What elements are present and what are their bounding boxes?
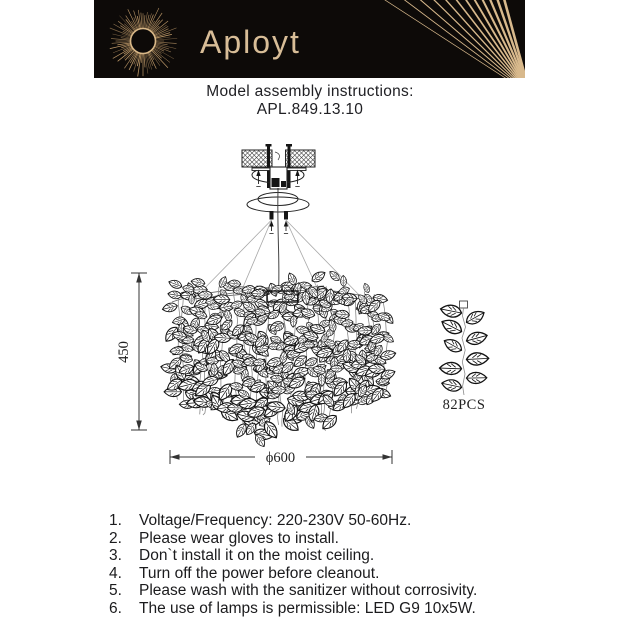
- page-title: Model assembly instructions:: [206, 83, 414, 100]
- sunburst-logo-icon: [110, 8, 177, 76]
- leaf-cluster: [160, 269, 397, 449]
- item-number: 1.: [109, 512, 122, 529]
- brand-name: Aployt: [200, 24, 301, 60]
- item-text: Voltage/Frequency: 220-230V 50-60Hz.: [139, 512, 412, 529]
- item-number: 5.: [109, 582, 122, 600]
- cable-grippers: [269, 211, 288, 234]
- assembly-diagram: [0, 130, 620, 512]
- item-text: Don`t install it on the moist ceiling.: [139, 547, 375, 565]
- height-dimension: [116, 273, 147, 430]
- item-number: 2.: [109, 529, 122, 547]
- item-number: 3.: [109, 547, 122, 565]
- instruction-item: [104, 600, 584, 618]
- diameter-dimension: [170, 450, 392, 466]
- instruction-item: [104, 512, 584, 530]
- spare-count-label: 82PCS: [442, 397, 486, 413]
- item-text: The use of lamps is permissible: LED G9 10x5W.: [139, 599, 476, 617]
- instruction-item: [104, 547, 584, 565]
- item-number: 4.: [109, 564, 122, 582]
- banner-graphic: [94, 0, 525, 78]
- instruction-item: [104, 582, 584, 600]
- item-text: Please wash with the sanitizer without corrosivity.: [139, 582, 478, 600]
- mounting-bracket: [252, 167, 306, 189]
- instruction-list: [104, 512, 584, 618]
- diameter-dimension-label: ϕ600: [265, 450, 296, 466]
- instruction-item: [104, 530, 584, 548]
- brand-banner: [94, 0, 525, 78]
- item-text: Please wear gloves to install.: [139, 529, 339, 547]
- instruction-item: [104, 565, 584, 583]
- item-text: Turn off the power before cleanout.: [139, 564, 380, 582]
- spare-leaf-strand: [439, 301, 489, 413]
- item-number: 6.: [109, 599, 122, 617]
- height-dimension-label: 450: [116, 341, 132, 363]
- model-code: APL.849.13.10: [256, 101, 364, 118]
